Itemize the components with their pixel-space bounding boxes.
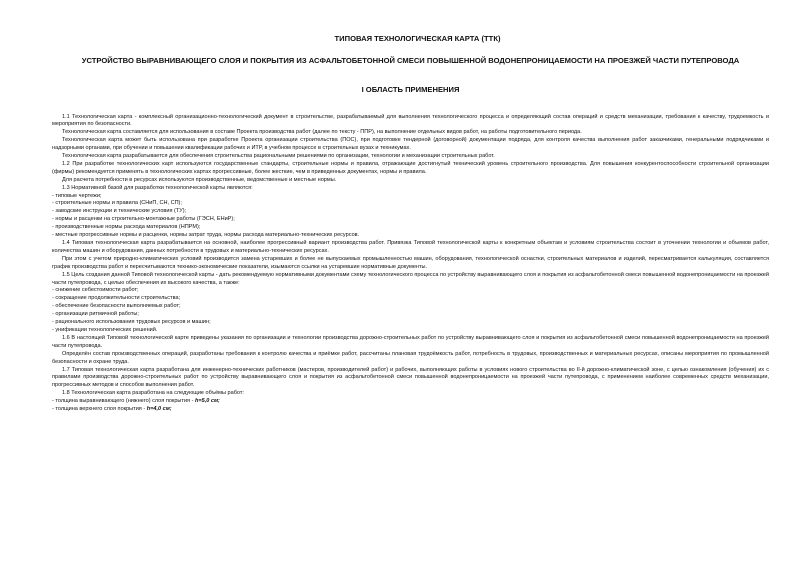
list-item-value: h=5,0 см; [194, 398, 220, 405]
paragraph-1-6: 1.6 В настоящей Типовой технологической карте приведены указания по организации и технологии производства дорожно-строительных работ по устройству выравнивающего слоя и покрытия из асфальтобетонной смеси повышенной водонепроницаемости на проезжей части путепровода. [52, 334, 769, 349]
paragraph-1-7: 1.7 Типовая технологическая карта разработана для инженерно-технических работников (мастеров, производителей работ) и рабочих, выполняющих работы в условиях нового строительства во II-й дорожно-климатической зоне, с целью ознакомления (обучения) их с правилами производства дорожно-строительных работ по устройству выравнивающего слоя и покрытия из асфальтобетонной смеси повышенной водонепроницаемости на проезжей части путепровода, с применением наиболее современных средств механизации, прогрессивных методов и способов выполнения работ. [52, 366, 769, 389]
list-item: - нормы и расценки на строительно-монтажные работы (ГЭСН, ЕНиР); [52, 216, 235, 223]
list-item: - местные прогрессивные нормы и расценки, нормы затрат труда, нормы расхода материально-технических ресурсов. [52, 232, 360, 239]
paragraph-1-5: 1.5 Цель создания данной Типовой технологической карты - дать рекомендуемую нормативными документами схему технологического процесса по устройству выравнивающего слоя и покрытия из асфальтобетонной смеси повышенной водонепроницаемости на проезжей части путепровода, с целью обеспечения их высокого качества, а также: [52, 271, 769, 286]
list-item: - сокращение продолжительности строительства; [52, 295, 181, 302]
paragraph-1-6b: Определён состав производственных операций, разработаны требования к контролю качества и приёмке работ, рассчитаны плановая трудоёмкость работ, потребность в трудовых, производственных и материальных ресурсах, описаны мероприятия по промышленной безопасности и охране труда. [52, 350, 769, 365]
paragraph-1-2: 1.2 При разработке технологических карт используются государственные стандарты, строительные нормы и правила, отражающие достигнутый технический уровень строительного производства. Для повышения конкурентоспособности строительной организации (фирмы) рекомендуется применять в технологических картах прогрессивные, более жесткие, чем в приведенных документах, нормы и правила. [52, 160, 769, 175]
list-item: - обеспечение безопасности выполняемых работ; [52, 303, 181, 310]
list-item-text: - толщина выравнивающего (нижнего) слоя покрытия - [52, 398, 195, 405]
list-item: - производственные нормы расхода материалов (НПРМ); [52, 224, 201, 231]
paragraph-1-4b: При этом с учетом природно-климатических условий производится замена устаревших и более не выпускаемых промышленностью машин, оборудования, технологической оснастки, строительных материалов и изделий, пересматривается калькуляция, составляется график производства работ и пересчитываются технико-экономические показатели, изымаются ссылки на устаревшие нормативные документы. [52, 255, 769, 270]
document-body [52, 114, 769, 414]
paragraph-1-2b: Для расчета потребности в ресурсах используются производственные, ведомственные и местные нормы. [62, 176, 337, 183]
list-item: - организации ритмичной работы; [52, 311, 139, 318]
paragraph-1-1c: Технологическая карта может быть использована при разработке Проекта организации строительства (ПОС), при подготовке тендерной (договорной) документации подряда, для контроля качества выполнения работ заказчиками, генеральными подрядчиками и надзорными органами, при обучении и повышении квалификации рабочих и ИТР, в учебном процессе в строительных вузах и техникумах. [52, 137, 769, 152]
section-heading: I ОБЛАСТЬ ПРИМЕНЕНИЯ [361, 84, 460, 94]
list-item: - рационального использования трудовых ресурсов и машин; [52, 319, 211, 326]
list-item: - типовые чертежи; [52, 192, 102, 199]
document-subtitle: УСТРОЙСТВО ВЫРАВНИВАЮЩЕГО СЛОЯ И ПОКРЫТИЯ ИЗ АСФАЛЬТОБЕТОННОЙ СМЕСИ ПОВЫШЕННОЙ ВОДОНЕПРОНИЦАЕМОСТИ НА ПРОЕЗЖЕЙ ЧАСТИ ПУТЕПРОВОДА [81, 56, 740, 65]
list-item [52, 406, 769, 414]
paragraph-1-1b: Технологическая карта составляется для использования в составе Проекта производства работ (далее по тексту - ППР), на выполнение отдельных видов работ, на работы подготовительного периода. [62, 129, 582, 136]
list-item: - унификации технологических решений. [52, 326, 158, 333]
document-title: ТИПОВАЯ ТЕХНОЛОГИЧЕСКАЯ КАРТА (ТТК) [334, 34, 501, 43]
list-item [52, 398, 769, 406]
paragraph-1-1d: Технологическая карта разрабатывается для обеспечения строительства рациональными решениями по организации, технологии и механизации строительных работ. [62, 153, 495, 160]
paragraph-1-4: 1.4 Типовая технологическая карта разрабатывается на основной, наиболее прогрессивный вариант производства работ. Привязка Типовой технологической карты к конкретным объектам и условиям строительства состоит в уточнении технологии и объемов работ, количества машин и оборудования, данных потребности в трудовых и материально-технических ресурсах. [52, 240, 769, 254]
list-item: - строительные нормы и правила (СНиП, СН, СП); [52, 200, 182, 207]
list-item: - снижение себестоимости работ; [52, 287, 139, 294]
paragraph-1-3: 1.3 Нормативной базой для разработки технологической карты являются: [62, 184, 253, 191]
paragraph-1-1: 1.1 Технологическая карта - комплексный организационно-технологический документ в строительстве, разрабатываемый для выполнения технологического процесса и определяющий состав операций и средств механизации, требования к качеству, трудоемкость и мероприятия по безопасности. [52, 113, 769, 128]
list-item-value: h=4,0 см; [146, 406, 172, 413]
list-item: - заводские инструкции и технические условия (ТУ); [52, 208, 187, 215]
paragraph-1-8: 1.8 Технологическая карта разработана на следующие объёмы работ: [62, 390, 244, 397]
list-item-text: - толщина верхнего слоя покрытия - [52, 406, 147, 413]
